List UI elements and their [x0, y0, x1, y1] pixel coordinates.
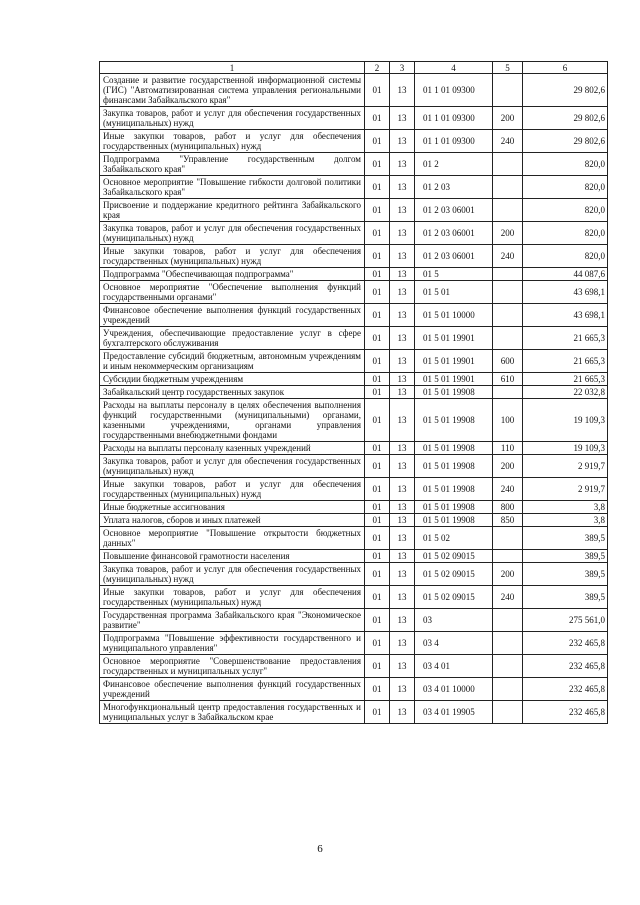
row-target-article-cell: 01 5 01 19908 [415, 455, 493, 478]
row-name-cell: Закупка товаров, работ и услуг для обеспечения государственных (муниципальных) нужд [100, 455, 365, 478]
row-section-cell: 01 [365, 153, 390, 176]
row-section-cell: 01 [365, 655, 390, 678]
row-expense-type-cell: 110 [493, 442, 523, 455]
row-section-cell: 01 [365, 501, 390, 514]
row-target-article-cell: 01 5 01 19901 [415, 373, 493, 386]
row-expense-type-cell: 240 [493, 586, 523, 609]
table-row [100, 327, 608, 350]
table-row [100, 399, 608, 442]
row-amount-cell: 21 665,3 [523, 373, 608, 386]
header-cell-expense-type: 5 [493, 62, 523, 74]
table-row [100, 678, 608, 701]
row-amount-cell: 29 802,6 [523, 130, 608, 153]
row-name-cell: Повышение финансовой грамотности населения [100, 550, 365, 563]
row-expense-type-cell [493, 281, 523, 304]
row-name-cell: Основное мероприятие "Повышение открытости бюджетных данных" [100, 527, 365, 550]
row-expense-type-cell: 240 [493, 130, 523, 153]
table-row [100, 563, 608, 586]
row-section-cell: 01 [365, 701, 390, 724]
table-row [100, 350, 608, 373]
table-row [100, 442, 608, 455]
budget-table [99, 61, 608, 724]
row-amount-cell: 19 109,3 [523, 399, 608, 442]
row-section-cell: 01 [365, 478, 390, 501]
row-subsection-cell: 13 [390, 550, 415, 563]
row-expense-type-cell: 200 [493, 222, 523, 245]
row-section-cell: 01 [365, 74, 390, 107]
row-amount-cell: 820,0 [523, 176, 608, 199]
row-section-cell: 01 [365, 527, 390, 550]
table-row [100, 478, 608, 501]
row-amount-cell: 820,0 [523, 153, 608, 176]
header-cell-target-article: 4 [415, 62, 493, 74]
page-number: 6 [317, 843, 323, 855]
row-name-cell: Многофункциональный центр предоставления государственных и муниципальных услуг в Забайкальском крае [100, 701, 365, 724]
row-target-article-cell: 01 5 01 19908 [415, 386, 493, 399]
row-subsection-cell: 13 [390, 501, 415, 514]
row-subsection-cell: 13 [390, 281, 415, 304]
table-row [100, 586, 608, 609]
row-expense-type-cell [493, 678, 523, 701]
row-target-article-cell: 01 1 01 09300 [415, 74, 493, 107]
row-expense-type-cell [493, 527, 523, 550]
row-expense-type-cell: 240 [493, 245, 523, 268]
row-expense-type-cell [493, 386, 523, 399]
row-subsection-cell: 13 [390, 222, 415, 245]
row-target-article-cell: 01 5 01 19901 [415, 350, 493, 373]
row-subsection-cell: 13 [390, 678, 415, 701]
row-amount-cell: 21 665,3 [523, 350, 608, 373]
row-name-cell: Финансовое обеспечение выполнения функций государственных учреждений [100, 304, 365, 327]
row-amount-cell: 2 919,7 [523, 455, 608, 478]
header-cell-section: 2 [365, 62, 390, 74]
row-section-cell: 01 [365, 268, 390, 281]
row-expense-type-cell: 200 [493, 563, 523, 586]
row-amount-cell: 820,0 [523, 245, 608, 268]
table-row [100, 373, 608, 386]
row-target-article-cell: 01 5 01 [415, 281, 493, 304]
row-target-article-cell: 01 5 01 19908 [415, 501, 493, 514]
header-row [100, 62, 608, 74]
row-subsection-cell: 13 [390, 373, 415, 386]
row-section-cell: 01 [365, 245, 390, 268]
row-target-article-cell: 01 5 02 09015 [415, 563, 493, 586]
row-amount-cell: 232 465,8 [523, 632, 608, 655]
row-name-cell: Иные закупки товаров, работ и услуг для обеспечения государственных (муниципальных) нужд [100, 586, 365, 609]
row-subsection-cell: 13 [390, 350, 415, 373]
table-row [100, 74, 608, 107]
row-name-cell: Создание и развитие государственной информационной системы (ГИС) "Автоматизированная система управления региональными финансами Забайкальского края" [100, 74, 365, 107]
row-section-cell: 01 [365, 386, 390, 399]
row-amount-cell: 3,8 [523, 514, 608, 527]
row-target-article-cell: 03 4 01 [415, 655, 493, 678]
row-name-cell: Основное мероприятие "Обеспечение выполнения функций государственными органами" [100, 281, 365, 304]
row-name-cell: Учреждения, обеспечивающие предоставление услуг в сфере бухгалтерского обслуживания [100, 327, 365, 350]
table-row [100, 655, 608, 678]
row-target-article-cell: 01 5 01 19901 [415, 327, 493, 350]
row-subsection-cell: 13 [390, 130, 415, 153]
header-cell-amount: 6 [523, 62, 608, 74]
row-name-cell: Подпрограмма "Управление государственным долгом Забайкальского края" [100, 153, 365, 176]
row-expense-type-cell [493, 632, 523, 655]
row-amount-cell: 43 698,1 [523, 281, 608, 304]
table-row [100, 304, 608, 327]
row-target-article-cell: 03 4 [415, 632, 493, 655]
row-subsection-cell: 13 [390, 478, 415, 501]
row-name-cell: Иные закупки товаров, работ и услуг для обеспечения государственных (муниципальных) нужд [100, 245, 365, 268]
row-section-cell: 01 [365, 176, 390, 199]
row-expense-type-cell: 100 [493, 399, 523, 442]
row-name-cell: Расходы на выплаты персоналу казенных учреждений [100, 442, 365, 455]
row-expense-type-cell [493, 327, 523, 350]
row-subsection-cell: 13 [390, 609, 415, 632]
row-amount-cell: 43 698,1 [523, 304, 608, 327]
table-row [100, 386, 608, 399]
row-target-article-cell: 01 5 01 19908 [415, 399, 493, 442]
row-section-cell: 01 [365, 442, 390, 455]
row-name-cell: Уплата налогов, сборов и иных платежей [100, 514, 365, 527]
row-name-cell: Закупка товаров, работ и услуг для обеспечения государственных (муниципальных) нужд [100, 563, 365, 586]
table-row [100, 609, 608, 632]
row-expense-type-cell: 200 [493, 455, 523, 478]
row-section-cell: 01 [365, 327, 390, 350]
row-name-cell: Иные закупки товаров, работ и услуг для обеспечения государственных (муниципальных) нужд [100, 130, 365, 153]
row-expense-type-cell [493, 199, 523, 222]
table-row [100, 455, 608, 478]
row-section-cell: 01 [365, 281, 390, 304]
row-section-cell: 01 [365, 586, 390, 609]
row-subsection-cell: 13 [390, 176, 415, 199]
row-target-article-cell: 01 2 03 06001 [415, 245, 493, 268]
table-row [100, 130, 608, 153]
row-subsection-cell: 13 [390, 563, 415, 586]
row-section-cell: 01 [365, 399, 390, 442]
row-amount-cell: 389,5 [523, 550, 608, 563]
table-row [100, 176, 608, 199]
row-amount-cell: 820,0 [523, 222, 608, 245]
row-target-article-cell: 01 5 01 19908 [415, 478, 493, 501]
row-name-cell: Финансовое обеспечение выполнения функций государственных учреждений [100, 678, 365, 701]
row-amount-cell: 21 665,3 [523, 327, 608, 350]
row-expense-type-cell: 240 [493, 478, 523, 501]
row-target-article-cell: 03 4 01 10000 [415, 678, 493, 701]
row-target-article-cell: 01 5 02 [415, 527, 493, 550]
row-section-cell: 01 [365, 550, 390, 563]
row-section-cell: 01 [365, 514, 390, 527]
row-name-cell: Основное мероприятие "Повышение гибкости долговой политики Забайкальского края" [100, 176, 365, 199]
row-name-cell: Подпрограмма "Повышение эффективности государственного и муниципального управления" [100, 632, 365, 655]
row-amount-cell: 275 561,0 [523, 609, 608, 632]
row-section-cell: 01 [365, 222, 390, 245]
row-amount-cell: 29 802,6 [523, 107, 608, 130]
row-amount-cell: 820,0 [523, 199, 608, 222]
row-section-cell: 01 [365, 107, 390, 130]
row-subsection-cell: 13 [390, 153, 415, 176]
table-row [100, 153, 608, 176]
row-target-article-cell: 01 2 03 06001 [415, 222, 493, 245]
row-subsection-cell: 13 [390, 107, 415, 130]
row-subsection-cell: 13 [390, 514, 415, 527]
table-row [100, 245, 608, 268]
row-amount-cell: 29 802,6 [523, 74, 608, 107]
row-subsection-cell: 13 [390, 527, 415, 550]
table-row [100, 701, 608, 724]
row-target-article-cell: 01 1 01 09300 [415, 107, 493, 130]
row-subsection-cell: 13 [390, 245, 415, 268]
row-amount-cell: 232 465,8 [523, 655, 608, 678]
table-row [100, 514, 608, 527]
row-subsection-cell: 13 [390, 199, 415, 222]
table-row [100, 632, 608, 655]
row-section-cell: 01 [365, 199, 390, 222]
row-section-cell: 01 [365, 455, 390, 478]
row-section-cell: 01 [365, 304, 390, 327]
row-amount-cell: 389,5 [523, 563, 608, 586]
row-expense-type-cell: 800 [493, 501, 523, 514]
row-name-cell: Закупка товаров, работ и услуг для обеспечения государственных (муниципальных) нужд [100, 107, 365, 130]
row-expense-type-cell: 850 [493, 514, 523, 527]
row-amount-cell: 22 032,8 [523, 386, 608, 399]
row-amount-cell: 232 465,8 [523, 701, 608, 724]
row-target-article-cell: 03 [415, 609, 493, 632]
table-row [100, 107, 608, 130]
row-section-cell: 01 [365, 130, 390, 153]
row-expense-type-cell [493, 609, 523, 632]
row-subsection-cell: 13 [390, 655, 415, 678]
row-expense-type-cell [493, 655, 523, 678]
row-name-cell: Подпрограмма "Обеспечивающая подпрограмма" [100, 268, 365, 281]
table-row [100, 268, 608, 281]
row-subsection-cell: 13 [390, 327, 415, 350]
row-name-cell: Закупка товаров, работ и услуг для обеспечения государственных (муниципальных) нужд [100, 222, 365, 245]
row-amount-cell: 389,5 [523, 586, 608, 609]
row-amount-cell: 232 465,8 [523, 678, 608, 701]
row-section-cell: 01 [365, 609, 390, 632]
row-target-article-cell: 01 2 03 06001 [415, 199, 493, 222]
table-row [100, 199, 608, 222]
row-name-cell: Расходы на выплаты персоналу в целях обеспечения выполнения функций государственными (муниципальными) органами, казенными учреждениями, органами управления государственными внебюджетными фондами [100, 399, 365, 442]
row-amount-cell: 44 087,6 [523, 268, 608, 281]
row-expense-type-cell: 200 [493, 107, 523, 130]
row-amount-cell: 2 919,7 [523, 478, 608, 501]
row-section-cell: 01 [365, 563, 390, 586]
row-name-cell: Основное мероприятие "Совершенствование предоставления государственных и муниципальных услуг" [100, 655, 365, 678]
row-expense-type-cell [493, 304, 523, 327]
header-cell-name: 1 [100, 62, 365, 74]
budget-table-container [99, 61, 607, 724]
row-target-article-cell: 01 5 02 09015 [415, 586, 493, 609]
table-row [100, 501, 608, 514]
row-expense-type-cell [493, 701, 523, 724]
row-subsection-cell: 13 [390, 701, 415, 724]
row-amount-cell: 19 109,3 [523, 442, 608, 455]
row-target-article-cell: 01 2 03 [415, 176, 493, 199]
row-subsection-cell: 13 [390, 442, 415, 455]
row-name-cell: Государственная программа Забайкальского края "Экономическое развитие" [100, 609, 365, 632]
row-target-article-cell: 01 1 01 09300 [415, 130, 493, 153]
row-subsection-cell: 13 [390, 268, 415, 281]
row-subsection-cell: 13 [390, 386, 415, 399]
row-target-article-cell: 01 5 02 09015 [415, 550, 493, 563]
row-expense-type-cell [493, 550, 523, 563]
row-name-cell: Субсидии бюджетным учреждениям [100, 373, 365, 386]
row-subsection-cell: 13 [390, 304, 415, 327]
table-row [100, 281, 608, 304]
table-body [100, 74, 608, 724]
row-target-article-cell: 01 5 01 10000 [415, 304, 493, 327]
row-amount-cell: 3,8 [523, 501, 608, 514]
row-amount-cell: 389,5 [523, 527, 608, 550]
row-name-cell: Предоставление субсидий бюджетным, автономным учреждениям и иным некоммерческим организациям [100, 350, 365, 373]
table-row [100, 527, 608, 550]
row-section-cell: 01 [365, 373, 390, 386]
row-expense-type-cell [493, 268, 523, 281]
row-expense-type-cell: 600 [493, 350, 523, 373]
row-name-cell: Забайкальский центр государственных закупок [100, 386, 365, 399]
row-expense-type-cell [493, 153, 523, 176]
row-section-cell: 01 [365, 350, 390, 373]
row-target-article-cell: 01 5 01 19908 [415, 514, 493, 527]
row-name-cell: Иные закупки товаров, работ и услуг для обеспечения государственных (муниципальных) нужд [100, 478, 365, 501]
row-expense-type-cell [493, 176, 523, 199]
table-row [100, 550, 608, 563]
row-section-cell: 01 [365, 678, 390, 701]
row-target-article-cell: 01 5 [415, 268, 493, 281]
header-cell-subsection: 3 [390, 62, 415, 74]
row-target-article-cell: 03 4 01 19905 [415, 701, 493, 724]
row-target-article-cell: 01 5 01 19908 [415, 442, 493, 455]
row-subsection-cell: 13 [390, 399, 415, 442]
row-expense-type-cell [493, 74, 523, 107]
row-subsection-cell: 13 [390, 455, 415, 478]
row-subsection-cell: 13 [390, 586, 415, 609]
row-expense-type-cell: 610 [493, 373, 523, 386]
row-section-cell: 01 [365, 632, 390, 655]
table-row [100, 222, 608, 245]
row-subsection-cell: 13 [390, 74, 415, 107]
row-target-article-cell: 01 2 [415, 153, 493, 176]
row-name-cell: Присвоение и поддержание кредитного рейтинга Забайкальского края [100, 199, 365, 222]
row-name-cell: Иные бюджетные ассигнования [100, 501, 365, 514]
row-subsection-cell: 13 [390, 632, 415, 655]
